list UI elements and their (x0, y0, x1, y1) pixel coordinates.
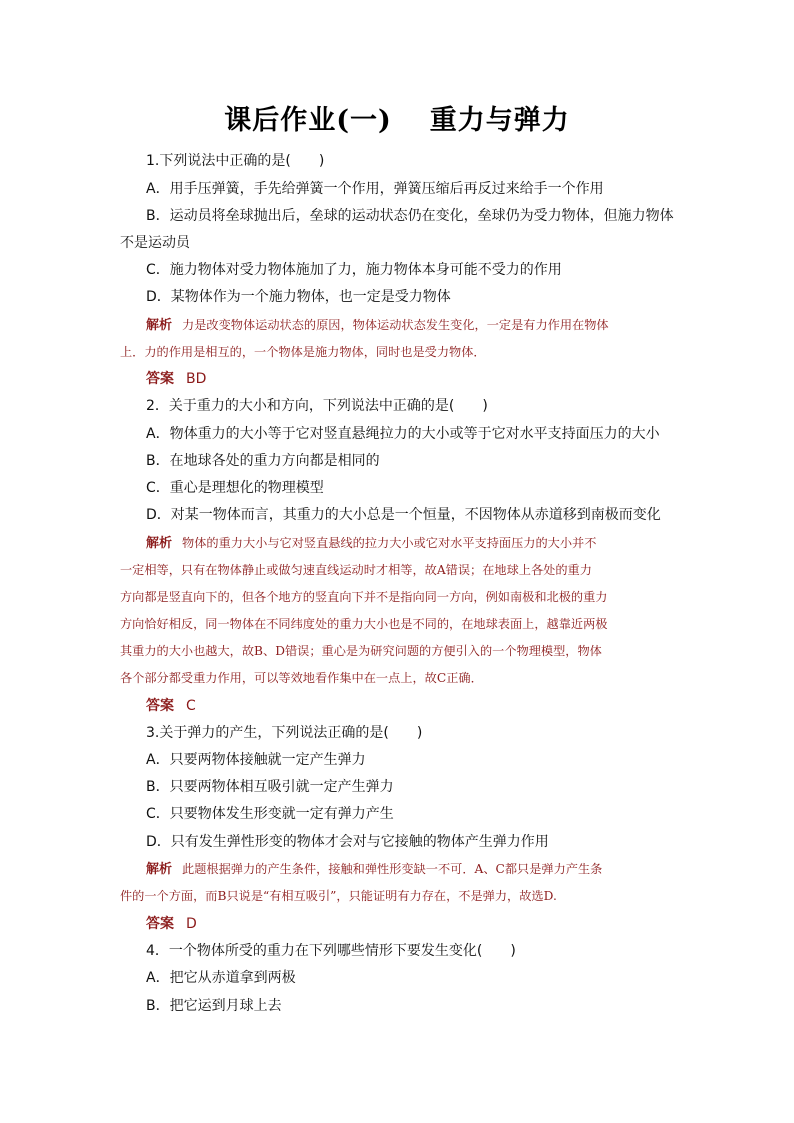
q2-answer (146, 696, 196, 716)
q2-explanation-line6: 各个部分都受重力作用，可以等效地看作集中在一点上，故C正确． (120, 671, 483, 685)
q1-option-c: C．施力物体对受力物体施加了力，施力物体本身可能不受力的作用 (146, 262, 562, 278)
q3-explanation (146, 859, 602, 880)
q1-option-a: A．用手压弹簧，手先给弹簧一个作用，弹簧压缩后再反过来给手一个作用 (146, 181, 604, 197)
answer-label: 答案 (146, 371, 174, 387)
q2-stem: 2．关于重力的大小和方向，下列说法中正确的是( ) (146, 398, 488, 414)
q3-answer-value: D (186, 916, 197, 932)
q3-explanation-text: 此题根据弹力的产生条件，接触和弹性形变缺一不可．A、C都只是弹力产生条 (182, 862, 603, 876)
q1-answer (146, 369, 206, 389)
q1-option-d: D．某物体作为一个施力物体，也一定是受力物体 (146, 289, 451, 305)
q3-explanation-cont: 件的一个方面，而B只说是“有相互吸引”，只能证明有力存在，不是弹力，故选D. (120, 889, 557, 903)
q4-option-a: A．把它从赤道拿到两极 (146, 970, 296, 986)
q2-option-c: C．重心是理想化的物理模型 (146, 480, 324, 496)
q3-answer (146, 914, 197, 934)
q2-option-d: D．对某一物体而言，其重力的大小总是一个恒量，不因物体从赤道移到南极而变化 (146, 507, 661, 523)
q4-stem: 4．一个物体所受的重力在下列哪些情形下要发生变化( ) (146, 943, 516, 959)
q3-option-c: C．只要物体发生形变就一定有弹力产生 (146, 806, 394, 822)
q2-explanation-line4: 方向恰好相反，同一物体在不同纬度处的重力大小也是不同的，在地球表面上，越靠近两极 (120, 617, 608, 631)
q1-explanation-cont: 上．力的作用是相互的，一个物体是施力物体，同时也是受力物体． (120, 345, 486, 359)
q2-answer-value: C (186, 698, 196, 714)
q1-option-b: B．运动员将垒球抛出后，垒球的运动状态仍在变化，垒球仍为受力物体，但施力物体 (146, 208, 674, 224)
q4-option-b: B．把它运到月球上去 (146, 998, 282, 1014)
answer-label: 答案 (146, 916, 174, 932)
answer-label: 答案 (146, 698, 174, 714)
title-sub: 重力与弹力 (429, 105, 570, 136)
q3-option-a: A．只要两物体接触就一定产生弹力 (146, 752, 366, 768)
q2-explanation-line2: 一定相等，只有在物体静止或做匀速直线运动时才相等，故A错误；在地球上各处的重力 (120, 563, 592, 577)
explain-label: 解析 (146, 318, 173, 333)
q1-explanation (146, 315, 609, 336)
q3-option-b: B．只要两物体相互吸引就一定产生弹力 (146, 779, 394, 795)
q1-explanation-text: 力是改变物体运动状态的原因，物体运动状态发生变化，一定是有力作用在物体 (182, 318, 609, 332)
q2-explanation-line5: 其重力的大小也越大，故B、D错误；重心是为研究问题的方便引入的一个物理模型，物体 (120, 644, 602, 658)
q3-option-d: D．只有发生弹性形变的物体才会对与它接触的物体产生弹力作用 (146, 834, 549, 850)
q1-answer-value: BD (186, 371, 207, 387)
q1-option-b-cont: 不是运动员 (120, 235, 190, 251)
q2-explanation (146, 533, 596, 554)
title-main: 课后作业(一) (224, 105, 392, 136)
q1-stem: 1.下列说法中正确的是( ) (146, 153, 325, 169)
explain-label: 解析 (146, 536, 173, 551)
q2-explanation-text: 物体的重力大小与它对竖直悬线的拉力大小或它对水平支持面压力的大小并不 (182, 536, 597, 550)
explain-label: 解析 (146, 862, 173, 877)
q2-option-b: B．在地球各处的重力方向都是相同的 (146, 453, 380, 469)
q2-explanation-line3: 方向都是竖直向下的，但各个地方的竖直向下并不是指向同一方向，例如南极和北极的重力 (120, 590, 608, 604)
q3-stem: 3.关于弹力的产生，下列说法正确的是( ) (146, 725, 423, 741)
page-title (0, 98, 794, 137)
q2-option-a: A．物体重力的大小等于它对竖直悬绳拉力的大小或等于它对水平支持面压力的大小 (146, 426, 660, 442)
